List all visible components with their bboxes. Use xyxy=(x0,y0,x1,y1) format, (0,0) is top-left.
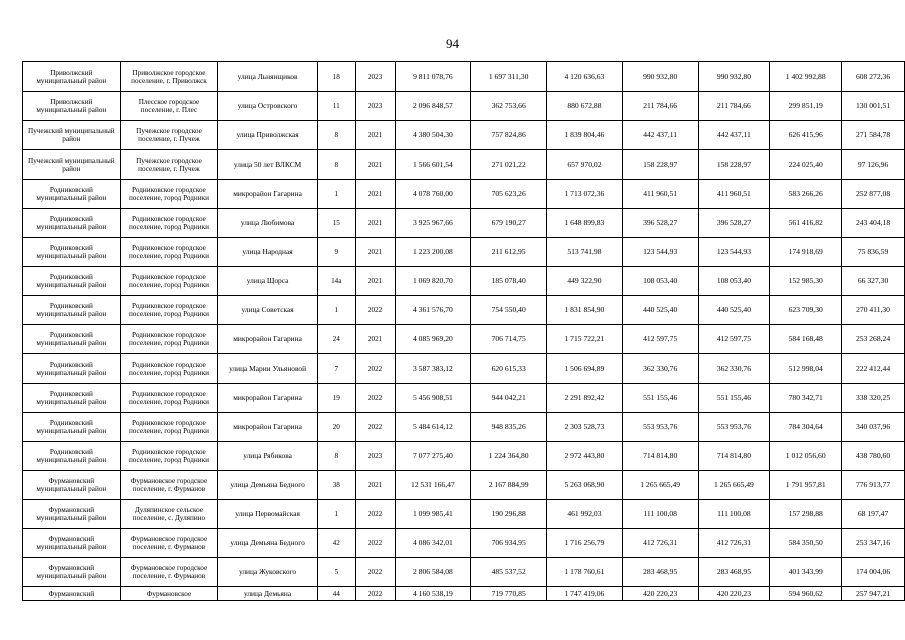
cell-c6: 583 266,26 xyxy=(770,180,842,209)
cell-c7: 438 780,60 xyxy=(842,442,905,471)
cell-c1: 4 160 538,19 xyxy=(395,587,471,601)
cell-house: 8 xyxy=(317,150,355,180)
cell-c6: 561 416,82 xyxy=(770,209,842,238)
cell-house: 5 xyxy=(317,558,355,587)
cell-c2: 1 224 364,80 xyxy=(471,442,547,471)
cell-year: 2023 xyxy=(355,442,395,471)
cell-c2: 2 167 884,99 xyxy=(471,471,547,500)
cell-c6: 512 998,04 xyxy=(770,354,842,384)
cell-c5: 412 726,31 xyxy=(698,529,770,558)
cell-settlement: Родниковское городское поселение, город Родники xyxy=(120,296,218,325)
cell-c5: 362 330,76 xyxy=(698,354,770,384)
table-row xyxy=(23,384,905,413)
table-body xyxy=(23,62,905,601)
cell-c2: 271 021,22 xyxy=(471,150,547,180)
cell-c7: 222 412,44 xyxy=(842,354,905,384)
cell-c3: 1 831 854,90 xyxy=(547,296,623,325)
cell-c5: 551 155,46 xyxy=(698,384,770,413)
cell-c5: 123 544,93 xyxy=(698,238,770,267)
cell-c2: 1 697 311,30 xyxy=(471,62,547,92)
cell-house: 20 xyxy=(317,413,355,442)
cell-house: 8 xyxy=(317,442,355,471)
cell-c1: 5 456 908,51 xyxy=(395,384,471,413)
cell-year: 2022 xyxy=(355,500,395,529)
table-row xyxy=(23,558,905,587)
page-number: 94 xyxy=(446,36,459,51)
cell-settlement: Фурмановское городское поселение, г. Фурманов xyxy=(120,471,218,500)
cell-c2: 185 078,40 xyxy=(471,267,547,296)
cell-c5: 396 528,27 xyxy=(698,209,770,238)
cell-c5: 108 053,40 xyxy=(698,267,770,296)
cell-year: 2021 xyxy=(355,209,395,238)
cell-c3: 4 120 636,63 xyxy=(547,62,623,92)
cell-settlement: Фурмановское xyxy=(120,587,218,601)
cell-c2: 706 714,75 xyxy=(471,325,547,354)
cell-c2: 754 550,40 xyxy=(471,296,547,325)
cell-c7: 68 197,47 xyxy=(842,500,905,529)
cell-settlement: Родниковское городское поселение, город Родники xyxy=(120,354,218,384)
cell-c2: 679 190,27 xyxy=(471,209,547,238)
cell-c5: 442 437,11 xyxy=(698,121,770,150)
cell-c1: 9 811 078,76 xyxy=(395,62,471,92)
cell-c4: 362 330,76 xyxy=(622,354,698,384)
cell-district: Родниковский муниципальный район xyxy=(23,267,121,296)
cell-c4: 553 953,76 xyxy=(622,413,698,442)
cell-c5: 411 960,51 xyxy=(698,180,770,209)
cell-street: улица Любимова xyxy=(218,209,318,238)
cell-settlement: Родниковское городское поселение, город Родники xyxy=(120,442,218,471)
cell-c3: 2 291 892,42 xyxy=(547,384,623,413)
cell-district: Родниковский муниципальный район xyxy=(23,209,121,238)
cell-house: 19 xyxy=(317,384,355,413)
cell-district: Родниковский муниципальный район xyxy=(23,238,121,267)
cell-district: Фурмановский муниципальный район xyxy=(23,500,121,529)
cell-c3: 1 715 722,21 xyxy=(547,325,623,354)
cell-district: Пучежский муниципальный район xyxy=(23,150,121,180)
table-row xyxy=(23,442,905,471)
cell-c5: 990 932,80 xyxy=(698,62,770,92)
cell-c1: 12 531 166,47 xyxy=(395,471,471,500)
cell-c3: 1 839 804,46 xyxy=(547,121,623,150)
cell-c7: 271 584,78 xyxy=(842,121,905,150)
cell-c7: 130 001,51 xyxy=(842,92,905,121)
cell-c4: 551 155,46 xyxy=(622,384,698,413)
cell-c1: 3 587 383,12 xyxy=(395,354,471,384)
cell-district: Родниковский муниципальный район xyxy=(23,180,121,209)
cell-c4: 714 814,80 xyxy=(622,442,698,471)
cell-c1: 1 223 200,08 xyxy=(395,238,471,267)
cell-settlement: Дуляпинское сельское поселение, с. Дуляпино xyxy=(120,500,218,529)
cell-settlement: Родниковское городское поселение, город Родники xyxy=(120,325,218,354)
cell-street: улица Первомайская xyxy=(218,500,318,529)
table-row xyxy=(23,92,905,121)
cell-c1: 4 078 760,00 xyxy=(395,180,471,209)
cell-c3: 1 178 760,61 xyxy=(547,558,623,587)
cell-c2: 757 824,86 xyxy=(471,121,547,150)
cell-c1: 2 096 848,57 xyxy=(395,92,471,121)
cell-c1: 4 085 969,20 xyxy=(395,325,471,354)
cell-c2: 944 042,21 xyxy=(471,384,547,413)
cell-c6: 1 012 056,60 xyxy=(770,442,842,471)
cell-district: Родниковский муниципальный район xyxy=(23,413,121,442)
cell-c7: 270 411,30 xyxy=(842,296,905,325)
cell-street: улица Народная xyxy=(218,238,318,267)
cell-c1: 4 086 342,01 xyxy=(395,529,471,558)
cell-c5: 211 784,66 xyxy=(698,92,770,121)
cell-year: 2021 xyxy=(355,238,395,267)
cell-street: микрорайон Гагарина xyxy=(218,180,318,209)
cell-settlement: Родниковское городское поселение, город Родники xyxy=(120,238,218,267)
cell-settlement: Родниковское городское поселение, город Родники xyxy=(120,180,218,209)
cell-house: 14а xyxy=(317,267,355,296)
cell-district: Родниковский муниципальный район xyxy=(23,296,121,325)
cell-street: микрорайон Гагарина xyxy=(218,384,318,413)
cell-c6: 224 025,40 xyxy=(770,150,842,180)
cell-district: Приволжский муниципальный район xyxy=(23,62,121,92)
cell-settlement: Родниковское городское поселение, город Родники xyxy=(120,384,218,413)
cell-district: Родниковский муниципальный район xyxy=(23,325,121,354)
table-row xyxy=(23,500,905,529)
cell-settlement: Фурмановское городское поселение, г. Фурманов xyxy=(120,529,218,558)
cell-c2: 706 934,95 xyxy=(471,529,547,558)
cell-c7: 252 877,08 xyxy=(842,180,905,209)
cell-c7: 75 836,59 xyxy=(842,238,905,267)
cell-c7: 97 126,96 xyxy=(842,150,905,180)
cell-house: 7 xyxy=(317,354,355,384)
cell-district: Фурмановский муниципальный район xyxy=(23,471,121,500)
cell-street: улица Демьяна Бедного xyxy=(218,471,318,500)
table-row xyxy=(23,354,905,384)
cell-street: улица Жуковского xyxy=(218,558,318,587)
cell-c6: 584 350,50 xyxy=(770,529,842,558)
cell-street: улица Марии Ульяновой xyxy=(218,354,318,384)
cell-c5: 440 525,40 xyxy=(698,296,770,325)
cell-c4: 420 220,23 xyxy=(622,587,698,601)
cell-settlement: Родниковское городское поселение, город Родники xyxy=(120,413,218,442)
cell-c7: 338 320,25 xyxy=(842,384,905,413)
cell-house: 24 xyxy=(317,325,355,354)
cell-c7: 257 947,21 xyxy=(842,587,905,601)
cell-house: 11 xyxy=(317,92,355,121)
cell-c6: 626 415,96 xyxy=(770,121,842,150)
cell-c3: 513 741,98 xyxy=(547,238,623,267)
cell-street: улица Демьяна Бедного xyxy=(218,529,318,558)
cell-street: улица Льнянщиков xyxy=(218,62,318,92)
cell-c3: 1 648 899,83 xyxy=(547,209,623,238)
cell-c4: 211 784,66 xyxy=(622,92,698,121)
cell-c5: 553 953,76 xyxy=(698,413,770,442)
cell-c3: 2 303 528,73 xyxy=(547,413,623,442)
cell-settlement: Родниковское городское поселение, город Родники xyxy=(120,267,218,296)
cell-c1: 4 361 576,70 xyxy=(395,296,471,325)
cell-settlement: Приволжское городское поселение, г. Приволжск xyxy=(120,62,218,92)
cell-c4: 442 437,11 xyxy=(622,121,698,150)
cell-c5: 111 100,08 xyxy=(698,500,770,529)
cell-district: Родниковский муниципальный район xyxy=(23,384,121,413)
cell-district: Пучежский муниципальный район xyxy=(23,121,121,150)
cell-settlement: Пучежское городское поселение, г. Пучеж xyxy=(120,150,218,180)
cell-c3: 1 716 256,79 xyxy=(547,529,623,558)
cell-c1: 5 484 614,12 xyxy=(395,413,471,442)
cell-c1: 1 099 985,41 xyxy=(395,500,471,529)
cell-c3: 449 322,90 xyxy=(547,267,623,296)
cell-year: 2022 xyxy=(355,558,395,587)
cell-c7: 174 004,06 xyxy=(842,558,905,587)
table-row xyxy=(23,180,905,209)
cell-c4: 283 468,95 xyxy=(622,558,698,587)
cell-c6: 157 298,88 xyxy=(770,500,842,529)
cell-settlement: Пучежское городское поселение, г. Пучеж xyxy=(120,121,218,150)
table-row xyxy=(23,413,905,442)
cell-year: 2021 xyxy=(355,325,395,354)
cell-c6: 152 985,30 xyxy=(770,267,842,296)
cell-settlement: Родниковское городское поселение, город Родники xyxy=(120,209,218,238)
cell-c6: 780 342,71 xyxy=(770,384,842,413)
cell-house: 1 xyxy=(317,180,355,209)
data-table xyxy=(22,61,905,601)
cell-street: улица Советская xyxy=(218,296,318,325)
cell-c6: 784 304,64 xyxy=(770,413,842,442)
cell-c3: 657 970,02 xyxy=(547,150,623,180)
cell-c3: 880 672,88 xyxy=(547,92,623,121)
cell-c4: 412 597,75 xyxy=(622,325,698,354)
cell-street: улица 50 лет ВЛКСМ xyxy=(218,150,318,180)
cell-year: 2022 xyxy=(355,413,395,442)
cell-c3: 1 506 694,89 xyxy=(547,354,623,384)
cell-c2: 705 623,26 xyxy=(471,180,547,209)
cell-settlement: Плесское городское поселение, г. Плес xyxy=(120,92,218,121)
cell-c2: 190 296,88 xyxy=(471,500,547,529)
cell-c4: 990 932,80 xyxy=(622,62,698,92)
cell-c5: 283 468,95 xyxy=(698,558,770,587)
cell-district: Родниковский муниципальный район xyxy=(23,354,121,384)
cell-c1: 1 069 820,70 xyxy=(395,267,471,296)
cell-year: 2021 xyxy=(355,150,395,180)
cell-street: улица Приволжская xyxy=(218,121,318,150)
table-row xyxy=(23,121,905,150)
cell-street: микрорайон Гагарина xyxy=(218,325,318,354)
cell-c5: 412 597,75 xyxy=(698,325,770,354)
cell-year: 2021 xyxy=(355,471,395,500)
cell-c1: 1 566 601,54 xyxy=(395,150,471,180)
cell-c6: 594 960,62 xyxy=(770,587,842,601)
cell-c4: 440 525,40 xyxy=(622,296,698,325)
table-row xyxy=(23,209,905,238)
cell-c5: 714 814,80 xyxy=(698,442,770,471)
table-row xyxy=(23,529,905,558)
cell-c7: 608 272,36 xyxy=(842,62,905,92)
cell-c3: 2 972 443,80 xyxy=(547,442,623,471)
cell-house: 42 xyxy=(317,529,355,558)
cell-district: Приволжский муниципальный район xyxy=(23,92,121,121)
cell-c2: 620 615,33 xyxy=(471,354,547,384)
cell-c7: 340 037,96 xyxy=(842,413,905,442)
cell-c6: 623 709,30 xyxy=(770,296,842,325)
cell-house: 8 xyxy=(317,121,355,150)
cell-settlement: Фурмановское городское поселение, г. Фурманов xyxy=(120,558,218,587)
cell-street: улица Рябикова xyxy=(218,442,318,471)
cell-c7: 776 913,77 xyxy=(842,471,905,500)
cell-c2: 211 612,95 xyxy=(471,238,547,267)
cell-house: 15 xyxy=(317,209,355,238)
cell-c5: 1 265 665,49 xyxy=(698,471,770,500)
cell-house: 18 xyxy=(317,62,355,92)
cell-c1: 3 925 967,66 xyxy=(395,209,471,238)
cell-c4: 1 265 665,49 xyxy=(622,471,698,500)
cell-year: 2022 xyxy=(355,354,395,384)
cell-c7: 66 327,30 xyxy=(842,267,905,296)
cell-year: 2022 xyxy=(355,384,395,413)
cell-c6: 174 918,69 xyxy=(770,238,842,267)
cell-street: улица Островского xyxy=(218,92,318,121)
cell-house: 44 xyxy=(317,587,355,601)
cell-c1: 7 077 275,40 xyxy=(395,442,471,471)
cell-c3: 1 713 072,36 xyxy=(547,180,623,209)
cell-c4: 411 960,51 xyxy=(622,180,698,209)
cell-c6: 401 343,99 xyxy=(770,558,842,587)
cell-c1: 4 380 504,30 xyxy=(395,121,471,150)
cell-district: Фурмановский xyxy=(23,587,121,601)
cell-c4: 111 100,08 xyxy=(622,500,698,529)
cell-house: 38 xyxy=(317,471,355,500)
cell-year: 2023 xyxy=(355,92,395,121)
cell-house: 1 xyxy=(317,500,355,529)
table-row xyxy=(23,238,905,267)
cell-street: улица Щорса xyxy=(218,267,318,296)
cell-year: 2021 xyxy=(355,121,395,150)
cell-c3: 1 747 419,06 xyxy=(547,587,623,601)
cell-c7: 253 347,16 xyxy=(842,529,905,558)
cell-c3: 5 263 068,90 xyxy=(547,471,623,500)
table-row xyxy=(23,471,905,500)
cell-c4: 108 053,40 xyxy=(622,267,698,296)
cell-c3: 461 992,03 xyxy=(547,500,623,529)
table-row xyxy=(23,267,905,296)
table-row xyxy=(23,150,905,180)
cell-c2: 485 537,52 xyxy=(471,558,547,587)
table-row xyxy=(23,587,905,601)
cell-c6: 584 168,48 xyxy=(770,325,842,354)
cell-c6: 1 791 957,81 xyxy=(770,471,842,500)
cell-c2: 362 753,66 xyxy=(471,92,547,121)
cell-c4: 123 544,93 xyxy=(622,238,698,267)
cell-house: 9 xyxy=(317,238,355,267)
cell-c4: 158 228,97 xyxy=(622,150,698,180)
cell-c5: 420 220,23 xyxy=(698,587,770,601)
cell-c7: 243 404,18 xyxy=(842,209,905,238)
cell-c7: 253 268,24 xyxy=(842,325,905,354)
cell-c1: 2 806 584,08 xyxy=(395,558,471,587)
cell-c5: 158 228,97 xyxy=(698,150,770,180)
cell-year: 2021 xyxy=(355,267,395,296)
cell-year: 2021 xyxy=(355,180,395,209)
table-row xyxy=(23,62,905,92)
cell-district: Фурмановский муниципальный район xyxy=(23,529,121,558)
cell-street: микрорайон Гагарина xyxy=(218,413,318,442)
cell-c2: 719 770,85 xyxy=(471,587,547,601)
cell-c6: 1 402 992,88 xyxy=(770,62,842,92)
cell-year: 2022 xyxy=(355,587,395,601)
cell-district: Родниковский муниципальный район xyxy=(23,442,121,471)
cell-c4: 412 726,31 xyxy=(622,529,698,558)
cell-c6: 299 851,19 xyxy=(770,92,842,121)
cell-house: 1 xyxy=(317,296,355,325)
cell-c4: 396 528,27 xyxy=(622,209,698,238)
cell-district: Фурмановский муниципальный район xyxy=(23,558,121,587)
cell-year: 2022 xyxy=(355,296,395,325)
cell-street: улица Демьяна xyxy=(218,587,318,601)
table-row xyxy=(23,325,905,354)
table-row xyxy=(23,296,905,325)
cell-c2: 948 835,26 xyxy=(471,413,547,442)
cell-year: 2023 xyxy=(355,62,395,92)
cell-year: 2022 xyxy=(355,529,395,558)
